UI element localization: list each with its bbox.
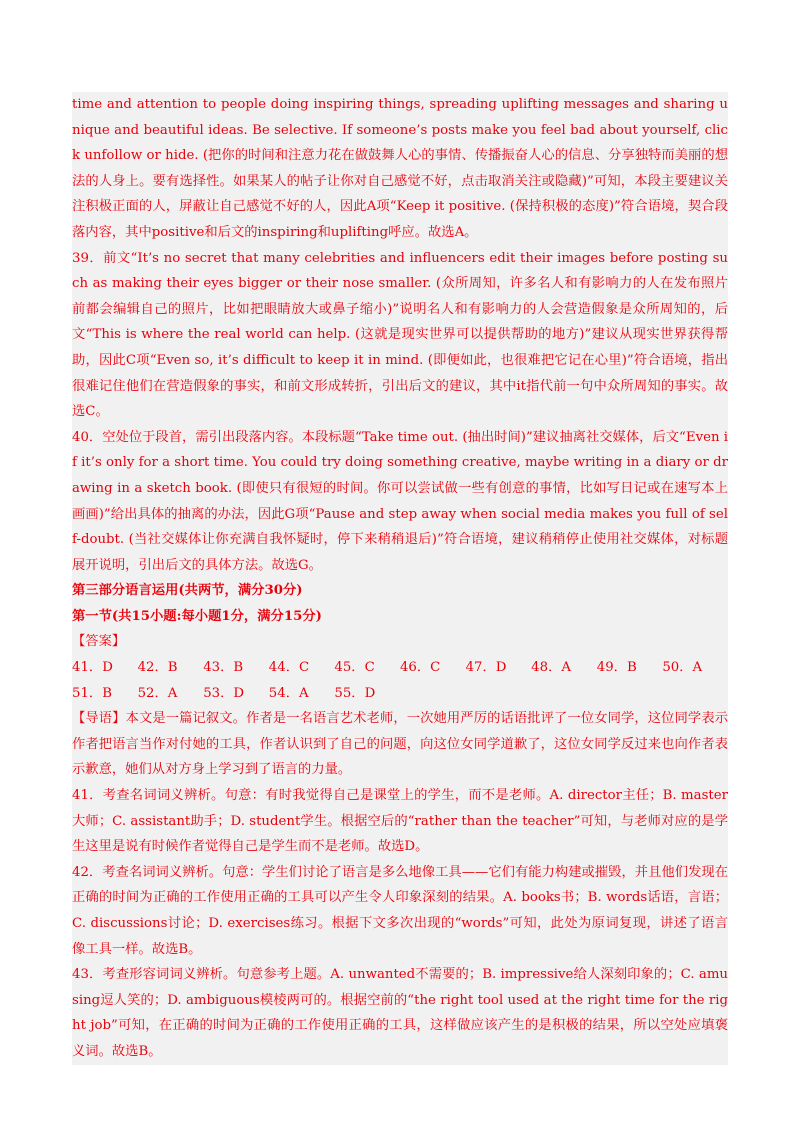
answer-item: 42．B	[137, 660, 178, 676]
answer-item: 51．B	[72, 685, 112, 701]
answer-tag: 【答案】	[72, 634, 126, 650]
answer-item: 53．D	[203, 685, 245, 701]
paragraph-intro: time and attention to people doing inspiring things, spreading uplifting messages and sharing unique and beautiful ideas. Be selective. If someone’s posts make you feel bad about yourself, click unfollow or hide. (把你的时间和注意力花在做鼓舞人心的事情、传播振奋人心的信息、分享独特而美丽的想法的人身上。要有选择性。如果某人的帖子让你对自己感觉不好，点击取消关注或隐藏)”可知，本段主要建议关注积极正面的人，屏蔽让自己感觉不好的人，因此A项“Keep it positive. (保持积极的态度)”符合语境，契合段落内容，其中positive和后文的inspiring和uplifting呼应。故选A。	[72, 97, 728, 240]
guide-tag: 【导语】	[72, 711, 126, 727]
answers-row-1	[72, 655, 728, 681]
answer-item: 47．D	[465, 660, 507, 676]
part3-heading: 第三部分语言运用(共两节，满分30分)	[72, 583, 303, 599]
paragraph-q42: 42．考查名词词义辨析。句意：学生们讨论了语言是多么地像工具——它们有能力构建或摧毁，并且他们发现在正确的时间为正确的工作使用正确的工具可以产生令人印象深刻的结果。A. books书；B. words话语，言语；C. discussions讨论；D. exercises练习。根据下文多次出现的“words”可知，此处为原词复现，讲述了语言像工具一样。故选B。	[72, 864, 728, 957]
answer-item: 52．A	[137, 685, 178, 701]
paragraph-q43: 43．考查形容词词义辨析。句意参考上题。A. unwanted不需要的；B. impressive给人深刻印象的；C. amusing逗人笑的；D. ambiguous模棱两可的。根据空前的“the right tool used at the right time for the right job”可知，在正确的时间为正确的工作使用正确的工具，这样做应该产生的是积极的结果，所以空处应填褒义词。故选B。	[72, 967, 728, 1059]
answer-item: 45．C	[334, 660, 375, 676]
guide-paragraph	[72, 706, 728, 783]
answer-item: 41．D	[72, 660, 113, 676]
answer-item: 54．A	[268, 685, 309, 701]
answer-key-content	[72, 92, 728, 1065]
answer-item: 43．B	[203, 660, 244, 676]
answer-item: 46．C	[399, 660, 441, 676]
paragraph-q40: 40．空处位于段首，需引出段落内容。本段标题“Take time out. (抽出时间)”建议抽离社交媒体，后文“Even if it’s only for a short time. You could try doing something creative, maybe writing in a diary or drawing in a sketch book. (即使只有很短的时间。你可以尝试做一些有创意的事情，比如写日记或在速写本上画画)”给出具体的抽离的办法，因此G项“Pause and step away when social media makes you full of self-doubt. (当社交媒体让你充满自我怀疑时，停下来稍稍退后)”符合语境，建议稍稍停止使用社交媒体，对标题展开说明，引出后文的具体方法。故选G。	[72, 429, 728, 573]
answer-item: 50．A	[662, 660, 703, 676]
guide-text: 本文是一篇记叙文。作者是一名语言艺术老师，一次她用严厉的话语批评了一位女同学，这位同学表示作者把语言当作对付她的工具，作者认识到了自己的问题，向这位女同学道歉了，这位女同学反过来也向作者表示歉意，她们从对方身上学习到了语言的力量。	[72, 711, 729, 778]
paragraph-q39: 39．前文“It’s no secret that many celebrities and influencers edit their images before posting such as making their eyes bigger or their nose smaller. (众所周知，许多名人和有影响力的人在发布照片前都会编辑自己的照片，比如把眼睛放大或鼻子缩小)”说明名人和有影响力的人会营造假象是众所周知的，后文“This is where the real world can help. (这就是现实世界可以提供帮助的地方)”建议从现实世界获得帮助，因此C项“Even so, it’s difficult to keep it in mind. (即便如此，也很难把它记在心里)”符合语境，指出很难记住他们在营造假象的事实，和前文形成转折，引出后文的建议，其中it指代前一句中众所周知的事实。故选C。	[72, 250, 728, 420]
answer-item: 48．A	[531, 660, 571, 676]
answer-item: 49．B	[596, 660, 637, 676]
answer-item: 44．C	[268, 660, 310, 676]
section1-heading: 第一节(共15小题:每小题1分，满分15分)	[72, 608, 322, 624]
answer-item: 55．D	[334, 685, 376, 701]
answers-row-2	[72, 681, 728, 707]
paragraph-q41: 41．考查名词词义辨析。句意：有时我觉得自己是课堂上的学生，而不是老师。A. director主任；B. master大师；C. assistant助手；D. student学生。根据空后的“rather than the teacher”可知，与老师对应的是学生这里是说有时候作者觉得自己是学生而不是老师。故选D。	[72, 788, 728, 855]
